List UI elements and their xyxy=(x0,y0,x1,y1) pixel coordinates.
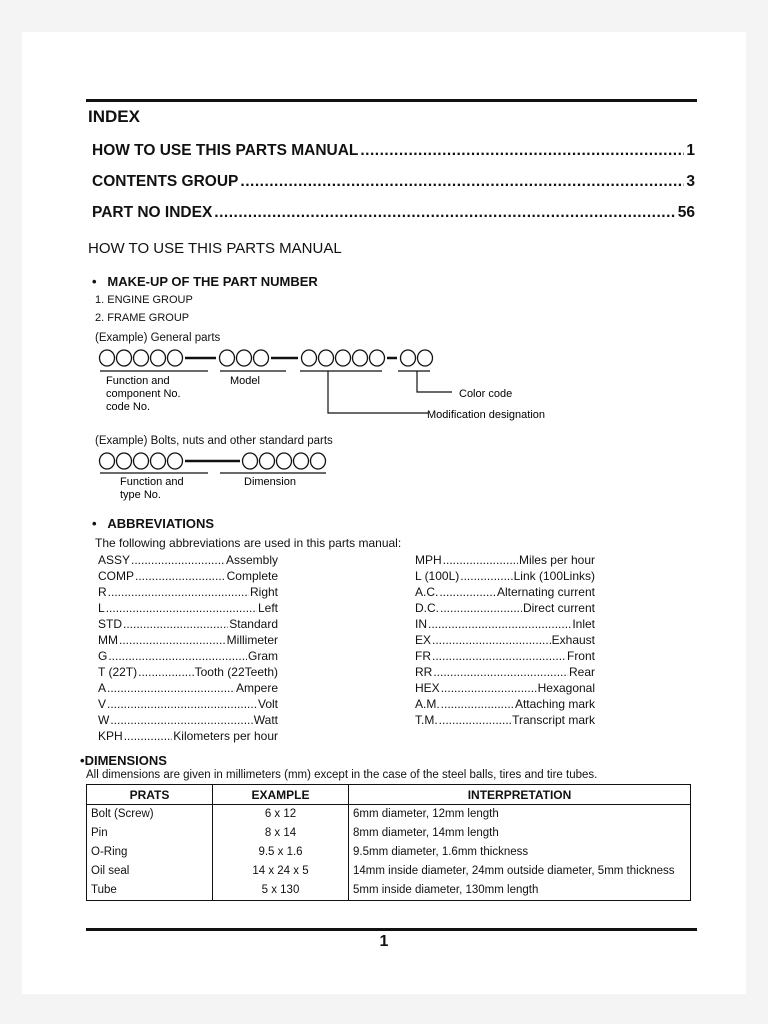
abbreviation-term: HEX xyxy=(415,681,440,695)
dimensions-table xyxy=(86,784,691,901)
dot-leader xyxy=(441,697,514,711)
dot-leader xyxy=(432,633,551,647)
dot-leader xyxy=(110,713,252,727)
toc-label: PART NO INDEX xyxy=(92,204,213,221)
abbreviation-meaning: Assembly xyxy=(225,553,278,567)
label-function: component No. xyxy=(106,388,181,400)
abbreviation-row xyxy=(98,553,278,567)
group-item: 2. FRAME GROUP xyxy=(95,312,190,324)
dot-leader xyxy=(138,665,193,679)
label-model: Model xyxy=(230,375,260,387)
index-title: INDEX xyxy=(88,107,140,126)
abbreviation-row xyxy=(415,665,595,679)
label-function: Function and xyxy=(120,476,184,488)
toc-leader xyxy=(360,142,684,160)
abbreviation-term: V xyxy=(98,697,107,711)
abbreviation-term: T.M. xyxy=(415,713,438,727)
abbreviation-meaning: Rear xyxy=(568,665,595,679)
abbreviation-meaning: Left xyxy=(257,601,278,615)
abbreviation-meaning: Millimeter xyxy=(226,633,278,647)
abbreviation-term: KPH xyxy=(98,729,123,743)
abbreviation-term: L xyxy=(98,601,105,615)
dot-leader xyxy=(135,569,226,583)
column-header: EXAMPLE xyxy=(213,785,349,805)
abbreviation-term: RR xyxy=(415,665,433,679)
toc-entry[interactable] xyxy=(92,142,695,160)
abbreviation-term: G xyxy=(98,649,108,663)
toc-entry[interactable] xyxy=(92,204,695,222)
top-rule xyxy=(86,99,697,102)
makeup-heading: • MAKE-UP OF THE PART NUMBER xyxy=(92,274,318,289)
abbreviation-term: IN xyxy=(415,617,427,631)
abbreviation-term: T (22T) xyxy=(98,665,138,679)
abbreviation-meaning: Attaching mark xyxy=(514,697,595,711)
example-cell: 5 x 130 xyxy=(213,881,349,901)
table-row xyxy=(87,824,691,843)
toc-leader xyxy=(240,173,684,191)
group-item: 1. ENGINE GROUP xyxy=(95,294,193,306)
abbreviation-meaning: Ampere xyxy=(235,681,278,695)
abbreviation-row xyxy=(415,713,595,727)
dot-leader xyxy=(131,553,225,567)
page-number: 1 xyxy=(379,933,389,950)
example-caption: (Example) Bolts, nuts and other standard parts xyxy=(95,435,333,447)
abbreviation-meaning: Hexagonal xyxy=(537,681,595,695)
abbreviation-row xyxy=(98,729,278,743)
dot-leader xyxy=(443,553,518,567)
abbreviation-meaning: Right xyxy=(249,585,278,599)
abbreviation-term: A xyxy=(98,681,107,695)
abbreviations-heading: • ABBREVIATIONS xyxy=(92,516,215,531)
abbreviation-term: EX xyxy=(415,633,432,647)
interpretation-cell: 14mm inside diameter, 24mm outside diameter, 5mm thickness xyxy=(349,862,691,881)
dimensions-intro: All dimensions are given in millimeters (mm) except in the case of the steel balls, tires and tire tubes. xyxy=(86,769,598,781)
abbreviation-meaning: Miles per hour xyxy=(518,553,595,567)
abbreviation-term: R xyxy=(98,585,107,599)
section-title: HOW TO USE THIS PARTS MANUAL xyxy=(88,240,342,257)
abbreviation-meaning: Front xyxy=(566,649,595,663)
interpretation-cell: 6mm diameter, 12mm length xyxy=(349,805,691,825)
dimensions-heading: •DIMENSIONS xyxy=(80,753,167,768)
table-row xyxy=(87,881,691,901)
abbreviation-row xyxy=(415,617,595,631)
label-dimension: Dimension xyxy=(244,476,296,488)
abbreviation-meaning: Volt xyxy=(257,697,278,711)
abbreviations-intro: The following abbreviations are used in this parts manual: xyxy=(95,536,402,550)
part-cell: Bolt (Screw) xyxy=(87,805,213,825)
label-color-code: Color code xyxy=(459,388,513,400)
dot-leader xyxy=(107,697,257,711)
table-row xyxy=(87,805,691,825)
abbreviation-row xyxy=(98,569,278,583)
abbreviation-term: MPH xyxy=(415,553,442,567)
abbreviation-term: MM xyxy=(98,633,118,647)
dot-leader xyxy=(106,601,257,615)
abbreviation-meaning: Exhaust xyxy=(551,633,595,647)
abbreviation-row xyxy=(415,585,595,599)
abbreviation-meaning: Tooth (22Teeth) xyxy=(194,665,278,679)
dot-leader xyxy=(428,617,571,631)
toc-label: HOW TO USE THIS PARTS MANUAL xyxy=(92,142,359,159)
abbreviation-meaning: Inlet xyxy=(572,617,595,631)
abbreviation-term: FR xyxy=(415,649,431,663)
example-cell: 6 x 12 xyxy=(213,805,349,825)
abbreviation-meaning: Gram xyxy=(248,649,278,663)
abbreviation-meaning: Transcript mark xyxy=(512,713,595,727)
example-cell: 9.5 x 1.6 xyxy=(213,843,349,862)
example-cell: 14 x 24 x 5 xyxy=(213,862,349,881)
label-function: Function and xyxy=(106,375,170,387)
dot-leader xyxy=(432,649,566,663)
column-header: INTERPRETATION xyxy=(349,785,691,805)
abbreviation-term: COMP xyxy=(98,569,134,583)
part-cell: Tube xyxy=(87,881,213,901)
abbreviation-row xyxy=(98,585,278,599)
abbreviation-term: W xyxy=(98,713,110,727)
abbreviation-term: ASSY xyxy=(98,553,131,567)
abbreviation-row xyxy=(415,649,595,663)
part-cell: Oil seal xyxy=(87,862,213,881)
dot-leader xyxy=(123,617,228,631)
abbreviation-meaning: Alternating current xyxy=(496,585,595,599)
dot-leader xyxy=(460,569,512,583)
column-header: PRATS xyxy=(87,785,213,805)
toc-entry[interactable] xyxy=(92,173,695,191)
table-row xyxy=(87,862,691,881)
abbreviation-term: STD xyxy=(98,617,122,631)
abbreviation-row xyxy=(98,713,278,727)
abbreviation-row xyxy=(98,697,278,711)
toc-page: 56 xyxy=(677,204,695,221)
abbreviation-row xyxy=(415,633,595,647)
part-number-diagram xyxy=(90,344,570,426)
dot-leader xyxy=(107,681,235,695)
abbreviation-row xyxy=(98,681,278,695)
toc-leader xyxy=(214,204,675,222)
dot-leader xyxy=(433,665,568,679)
interpretation-cell: 9.5mm diameter, 1.6mm thickness xyxy=(349,843,691,862)
example-cell: 8 x 14 xyxy=(213,824,349,843)
abbreviation-meaning: Watt xyxy=(253,713,278,727)
toc-page: 1 xyxy=(686,142,695,159)
label-modification: Modification designation xyxy=(427,409,546,421)
label-function: code No. xyxy=(106,401,151,413)
table-header-row xyxy=(87,785,691,805)
abbreviation-row xyxy=(415,601,595,615)
bolt-number-diagram xyxy=(90,448,350,502)
abbreviation-meaning: Standard xyxy=(229,617,278,631)
abbreviation-term: A.M. xyxy=(415,697,440,711)
abbreviation-row xyxy=(98,665,278,679)
abbreviation-meaning: Complete xyxy=(226,569,278,583)
dot-leader xyxy=(441,681,537,695)
abbreviation-row xyxy=(98,633,278,647)
dot-leader xyxy=(108,585,249,599)
example-caption: (Example) General parts xyxy=(95,332,221,344)
abbreviation-term: L (100L) xyxy=(415,569,460,583)
bottom-rule xyxy=(86,928,697,931)
dot-leader xyxy=(439,713,511,727)
abbreviation-row xyxy=(415,681,595,695)
dot-leader xyxy=(119,633,226,647)
dot-leader xyxy=(439,585,496,599)
dot-leader xyxy=(124,729,173,743)
abbreviation-row xyxy=(98,601,278,615)
dot-leader xyxy=(108,649,247,663)
abbreviation-row xyxy=(415,553,595,567)
interpretation-cell: 5mm inside diameter, 130mm length xyxy=(349,881,691,901)
part-cell: Pin xyxy=(87,824,213,843)
abbreviation-row xyxy=(98,649,278,663)
part-cell: O-Ring xyxy=(87,843,213,862)
abbreviation-meaning: Link (100Links) xyxy=(513,569,595,583)
table-row xyxy=(87,843,691,862)
toc-page: 3 xyxy=(686,173,695,190)
abbreviation-row xyxy=(415,697,595,711)
interpretation-cell: 8mm diameter, 14mm length xyxy=(349,824,691,843)
label-function: type No. xyxy=(120,489,161,501)
abbreviation-meaning: Direct current xyxy=(522,601,595,615)
abbreviation-term: D.C. xyxy=(415,601,439,615)
abbreviation-row xyxy=(98,617,278,631)
dot-leader xyxy=(440,601,522,615)
abbreviation-meaning: Kilometers per hour xyxy=(173,729,278,743)
abbreviation-row xyxy=(415,569,595,583)
toc-label: CONTENTS GROUP xyxy=(92,173,239,190)
abbreviation-term: A.C. xyxy=(415,585,439,599)
